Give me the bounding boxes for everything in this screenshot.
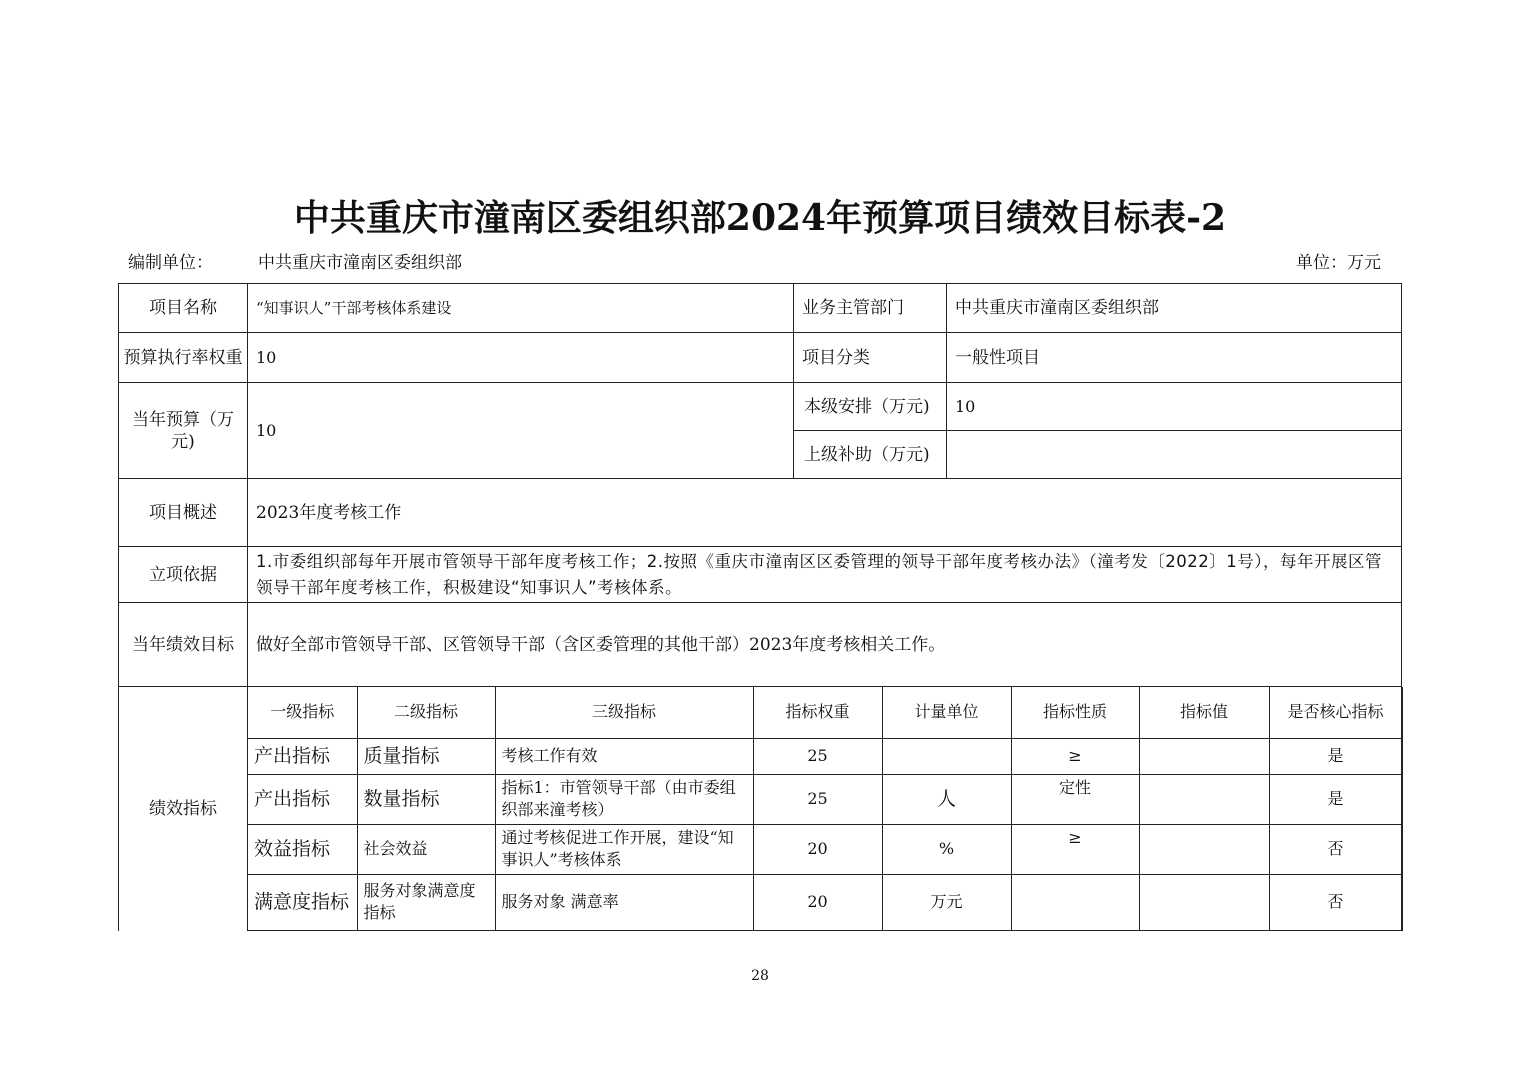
- project-name-value: “知事识人”干部考核体系建设: [248, 284, 794, 333]
- cell-value: [1139, 738, 1269, 774]
- header-level3: 三级指标: [495, 687, 753, 738]
- header-level1: 一级指标: [248, 687, 357, 738]
- basis-value: 1.市委组织部每年开展市管领导干部年度考核工作；2.按照《重庆市潼南区区委管理的领导干部年度考核办法》（潼考发〔2022〕1号），每年开展区管领导干部年度考核工作，积极建设“知事识人”考核体系。: [248, 547, 1402, 603]
- cell-level3: 通过考核促进工作开展，建设“知事识人”考核体系: [495, 824, 753, 874]
- cell-value: [1139, 824, 1269, 874]
- cell-level1: 满意度指标: [248, 874, 357, 930]
- cell-level3: 指标1：市管领导干部（由市委组织部来潼考核）: [495, 774, 753, 824]
- row-budget-local: [119, 383, 1402, 431]
- header-nature: 指标性质: [1011, 687, 1139, 738]
- row-project-name: [119, 284, 1402, 333]
- cell-unit: 人: [882, 774, 1011, 824]
- cell-level3: 服务对象 满意率: [495, 874, 753, 930]
- performance-indicators-cell: [248, 687, 1402, 931]
- performance-indicators-label: 绩效指标: [119, 687, 248, 931]
- goal-label: 当年绩效目标: [119, 603, 248, 687]
- cell-weight: 25: [753, 738, 882, 774]
- cell-core: 否: [1269, 874, 1402, 930]
- cell-nature: ≥: [1011, 824, 1139, 874]
- cell-level1: 产出指标: [248, 738, 357, 774]
- header-level2: 二级指标: [357, 687, 495, 738]
- row-overview: [119, 479, 1402, 547]
- row-goal: [119, 603, 1402, 687]
- goal-value: 做好全部市管领导干部、区管领导干部（含区委管理的其他干部）2023年度考核相关工作。: [248, 603, 1402, 687]
- cell-unit: %: [882, 824, 1011, 874]
- row-basis: [119, 547, 1402, 603]
- page-number: 28: [751, 968, 769, 984]
- indicator-row: [248, 824, 1402, 874]
- indicator-row: [248, 774, 1402, 824]
- upper-subsidy-label: 上级补助（万元): [794, 431, 947, 479]
- project-name-label: 项目名称: [119, 284, 248, 333]
- compiling-unit-value: 中共重庆市潼南区委组织部: [258, 253, 462, 273]
- category-label: 项目分类: [794, 333, 947, 383]
- cell-level2: 社会效益: [357, 824, 495, 874]
- cell-level1: 效益指标: [248, 824, 357, 874]
- cell-nature: ≥: [1011, 738, 1139, 774]
- indicator-row: [248, 874, 1402, 930]
- budget-label: 当年预算（万元): [119, 383, 248, 479]
- exec-weight-label: 预算执行率权重: [119, 333, 248, 383]
- cell-level2: 质量指标: [357, 738, 495, 774]
- cell-weight: 20: [753, 824, 882, 874]
- dept-label: 业务主管部门: [794, 284, 947, 333]
- page-title: 中共重庆市潼南区委组织部2024年预算项目绩效目标表-2: [293, 197, 1227, 239]
- row-performance: [119, 687, 1402, 931]
- cell-nature: [1011, 874, 1139, 930]
- local-arrangement-value: 10: [947, 383, 1402, 431]
- currency-unit: 单位：万元: [1296, 253, 1381, 273]
- header-core: 是否核心指标: [1269, 687, 1402, 738]
- basis-label: 立项依据: [119, 547, 248, 603]
- indicator-header-row: [248, 687, 1402, 738]
- indicator-table: [248, 687, 1403, 931]
- cell-level3: 考核工作有效: [495, 738, 753, 774]
- cell-level1: 产出指标: [248, 774, 357, 824]
- header-value: 指标值: [1139, 687, 1269, 738]
- cell-unit: 万元: [882, 874, 1011, 930]
- cell-core: 是: [1269, 738, 1402, 774]
- local-arrangement-label: 本级安排（万元): [794, 383, 947, 431]
- cell-level2: 服务对象满意度指标: [357, 874, 495, 930]
- cell-weight: 20: [753, 874, 882, 930]
- budget-value: 10: [248, 383, 794, 479]
- upper-subsidy-value: [947, 431, 1402, 479]
- row-exec-weight: [119, 333, 1402, 383]
- category-value: 一般性项目: [947, 333, 1402, 383]
- cell-weight: 25: [753, 774, 882, 824]
- indicator-row: [248, 738, 1402, 774]
- dept-value: 中共重庆市潼南区委组织部: [947, 284, 1402, 333]
- overview-label: 项目概述: [119, 479, 248, 547]
- cell-level2: 数量指标: [357, 774, 495, 824]
- compiling-unit-label: 编制单位：: [128, 253, 213, 273]
- cell-core: 是: [1269, 774, 1402, 824]
- overview-value: 2023年度考核工作: [248, 479, 1402, 547]
- cell-unit: [882, 738, 1011, 774]
- performance-target-table: [118, 283, 1402, 931]
- header-unit: 计量单位: [882, 687, 1011, 738]
- cell-value: [1139, 874, 1269, 930]
- cell-nature: 定性: [1011, 774, 1139, 824]
- cell-core: 否: [1269, 824, 1402, 874]
- header-weight: 指标权重: [753, 687, 882, 738]
- exec-weight-value: 10: [248, 333, 794, 383]
- cell-value: [1139, 774, 1269, 824]
